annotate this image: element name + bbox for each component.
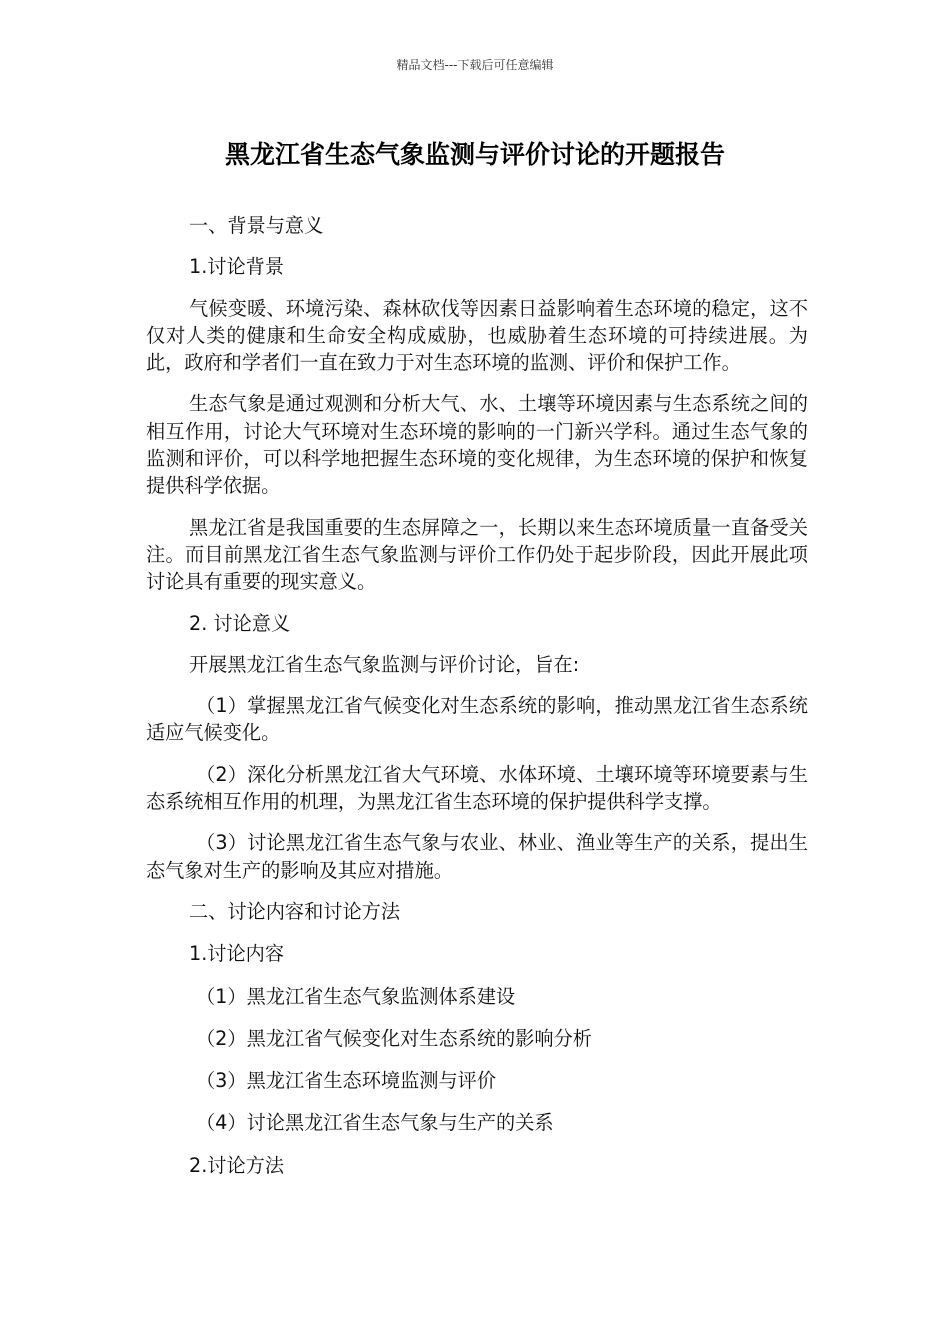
header-note: 精品文档---下载后可任意编辑 <box>396 58 554 72</box>
list-item: （1）掌握黑龙江省气候变化对生态系统的影响，推动黑龙江省生态系统适应气候变化。 <box>146 694 808 745</box>
document-title: 黑龙江省生态气象监测与评价讨论的开题报告 <box>224 140 725 169</box>
body-paragraph: 开展黑龙江省生态气象监测与评价讨论，旨在: <box>189 652 580 676</box>
list-item: （3）黑龙江省生态环境监测与评价 <box>196 1069 497 1093</box>
section-heading-background: 一、背景与意义 <box>189 214 324 237</box>
section-heading-content-methods: 二、讨论内容和讨论方法 <box>189 899 401 923</box>
subheading-research-significance: 2. 讨论意义 <box>189 611 291 635</box>
body-paragraph: 黑龙江省是我国重要的生态屏障之一，长期以来生态环境质量一直备受关注。而目前黑龙江省生态气象监测与评价工作仍处于起步阶段，因此开展此项讨论具有重要的现实意义。 <box>146 515 808 594</box>
body-paragraph: 生态气象是通过观测和分析大气、水、土壤等环境因素与生态系统之间的相互作用，讨论大气环境对生态环境的影响的一门新兴学科。通过生态气象的监测和评价，可以科学地把握生态环境的变化规律，为生态环境的保护和恢复提供科学依据。 <box>146 392 808 498</box>
list-item: （3）讨论黑龙江省生态气象与农业、林业、渔业等生产的关系，提出生态气象对生产的影响及其应对措施。 <box>146 831 808 882</box>
list-item: （2）深化分析黑龙江省大气环境、水体环境、土壤环境等环境要素与生态系统相互作用的机理，为黑龙江省生态环境的保护提供科学支撑。 <box>146 762 808 814</box>
list-item: （1）黑龙江省生态气象监测体系建设 <box>196 984 516 1008</box>
list-item: （4）讨论黑龙江省生态气象与生产的关系 <box>196 1111 554 1135</box>
list-item: （2）黑龙江省气候变化对生态系统的影响分析 <box>196 1026 592 1050</box>
document-body <box>146 212 808 1194</box>
subheading-research-methods: 2.讨论方法 <box>189 1153 285 1177</box>
subheading-research-content: 1.讨论内容 <box>189 942 285 966</box>
body-paragraph: 气候变暖、环境污染、森林砍伐等因素日益影响着生态环境的稳定，这不仅对人类的健康和生命安全构成威胁，也威胁着生态环境的可持续进展。为此，政府和学者们一直在致力于对生态环境的监测、评价和保护工作。 <box>146 296 808 375</box>
subheading-research-background: 1.讨论背景 <box>189 255 285 279</box>
